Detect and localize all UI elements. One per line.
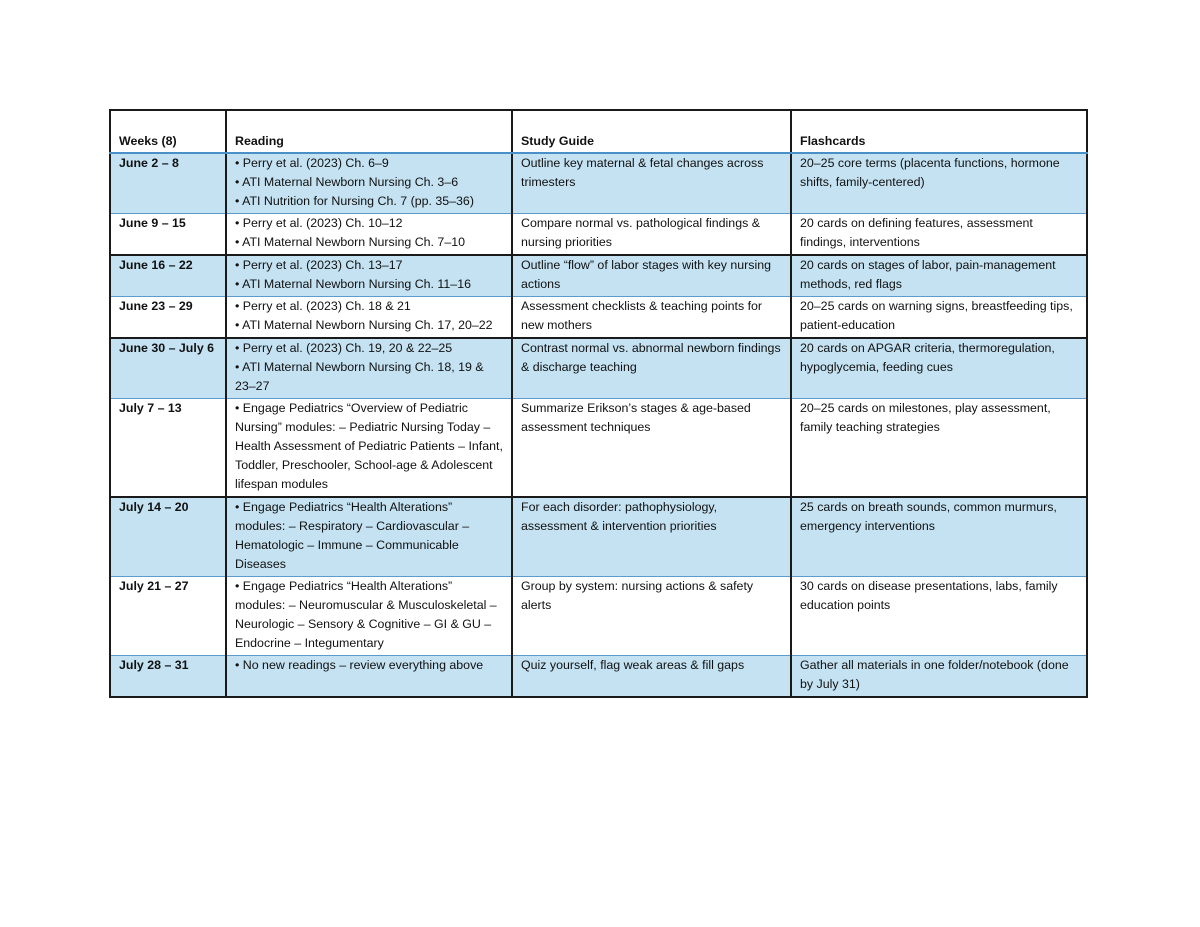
reading-cell	[226, 297, 512, 339]
study-guide-cell: Group by system: nursing actions & safety alerts	[512, 577, 791, 656]
table-row	[110, 338, 1087, 399]
reading-line: • ATI Maternal Newborn Nursing Ch. 17, 20–22	[235, 318, 493, 332]
flashcards-cell: 20 cards on APGAR criteria, thermoregulation, hypoglycemia, feeding cues	[791, 338, 1087, 399]
week-cell: June 30 – July 6	[110, 338, 226, 399]
table-row	[110, 656, 1087, 698]
reading-cell	[226, 338, 512, 399]
reading-line: • Engage Pediatrics “Health Alterations” modules: – Respiratory – Cardiovascular – Hematologic – Immune – Communicable Diseases	[235, 500, 470, 571]
table-row	[110, 297, 1087, 339]
reading-line: • Perry et al. (2023) Ch. 6–9	[235, 156, 389, 170]
week-cell: July 14 – 20	[110, 497, 226, 577]
reading-line: • No new readings – review everything above	[235, 658, 484, 672]
reading-line: • ATI Maternal Newborn Nursing Ch. 11–16	[235, 277, 471, 291]
study-guide-cell: Assessment checklists & teaching points for new mothers	[512, 297, 791, 339]
study-guide-cell: Contrast normal vs. abnormal newborn findings & discharge teaching	[512, 338, 791, 399]
week-cell: July 28 – 31	[110, 656, 226, 698]
week-cell: July 21 – 27	[110, 577, 226, 656]
week-cell: June 9 – 15	[110, 214, 226, 256]
reading-line: • Engage Pediatrics “Health Alterations” modules: – Neuromuscular & Musculoskeletal – Neurologic – Sensory & Cognitive – GI & GU – Endocrine – Integumentary	[235, 579, 497, 650]
reading-line: • Engage Pediatrics “Overview of Pediatric Nursing” modules: – Pediatric Nursing Today – Health Assessment of Pediatric Patients – Infant, Toddler, Preschooler, School-age & Adolescent lifespan modules	[235, 401, 503, 491]
reading-line: • ATI Maternal Newborn Nursing Ch. 7–10	[235, 235, 466, 249]
reading-line: • Perry et al. (2023) Ch. 10–12	[235, 216, 403, 230]
header-study-guide: Study Guide	[512, 110, 791, 153]
study-guide-cell: Outline key maternal & fetal changes across trimesters	[512, 153, 791, 214]
study-schedule-table	[109, 109, 1088, 698]
reading-cell	[226, 656, 512, 698]
study-guide-cell: For each disorder: pathophysiology, assessment & intervention priorities	[512, 497, 791, 577]
reading-cell	[226, 255, 512, 297]
reading-cell	[226, 497, 512, 577]
reading-line: • Perry et al. (2023) Ch. 19, 20 & 22–25	[235, 341, 453, 355]
flashcards-cell: 25 cards on breath sounds, common murmurs, emergency interventions	[791, 497, 1087, 577]
flashcards-cell: 20–25 cards on warning signs, breastfeeding tips, patient-education	[791, 297, 1087, 339]
reading-line: • ATI Maternal Newborn Nursing Ch. 18, 19 & 23–27	[235, 360, 484, 393]
table-row	[110, 153, 1087, 214]
table-row	[110, 255, 1087, 297]
table-row	[110, 577, 1087, 656]
flashcards-cell: 20 cards on stages of labor, pain-management methods, red flags	[791, 255, 1087, 297]
reading-cell	[226, 153, 512, 214]
study-guide-cell: Quiz yourself, flag weak areas & fill gaps	[512, 656, 791, 698]
study-guide-cell: Compare normal vs. pathological findings & nursing priorities	[512, 214, 791, 256]
reading-line: • ATI Maternal Newborn Nursing Ch. 3–6	[235, 175, 459, 189]
reading-cell	[226, 399, 512, 498]
week-cell: June 23 – 29	[110, 297, 226, 339]
table-row	[110, 399, 1087, 498]
reading-line: • Perry et al. (2023) Ch. 13–17	[235, 258, 403, 272]
study-guide-cell: Summarize Erikson’s stages & age-based assessment techniques	[512, 399, 791, 498]
header-flashcards: Flashcards	[791, 110, 1087, 153]
table-header-row	[110, 110, 1087, 153]
header-reading: Reading	[226, 110, 512, 153]
week-cell: July 7 – 13	[110, 399, 226, 498]
header-weeks: Weeks (8)	[110, 110, 226, 153]
week-cell: June 2 – 8	[110, 153, 226, 214]
flashcards-cell: Gather all materials in one folder/notebook (done by July 31)	[791, 656, 1087, 698]
table-row	[110, 497, 1087, 577]
flashcards-cell: 20–25 cards on milestones, play assessment, family teaching strategies	[791, 399, 1087, 498]
week-cell: June 16 – 22	[110, 255, 226, 297]
reading-cell	[226, 577, 512, 656]
reading-cell	[226, 214, 512, 256]
flashcards-cell: 20–25 core terms (placenta functions, hormone shifts, family-centered)	[791, 153, 1087, 214]
reading-line: • ATI Nutrition for Nursing Ch. 7 (pp. 35–36)	[235, 194, 474, 208]
flashcards-cell: 30 cards on disease presentations, labs, family education points	[791, 577, 1087, 656]
study-guide-cell: Outline “flow” of labor stages with key nursing actions	[512, 255, 791, 297]
table-row	[110, 214, 1087, 256]
flashcards-cell: 20 cards on defining features, assessment findings, interventions	[791, 214, 1087, 256]
reading-line: • Perry et al. (2023) Ch. 18 & 21	[235, 299, 411, 313]
